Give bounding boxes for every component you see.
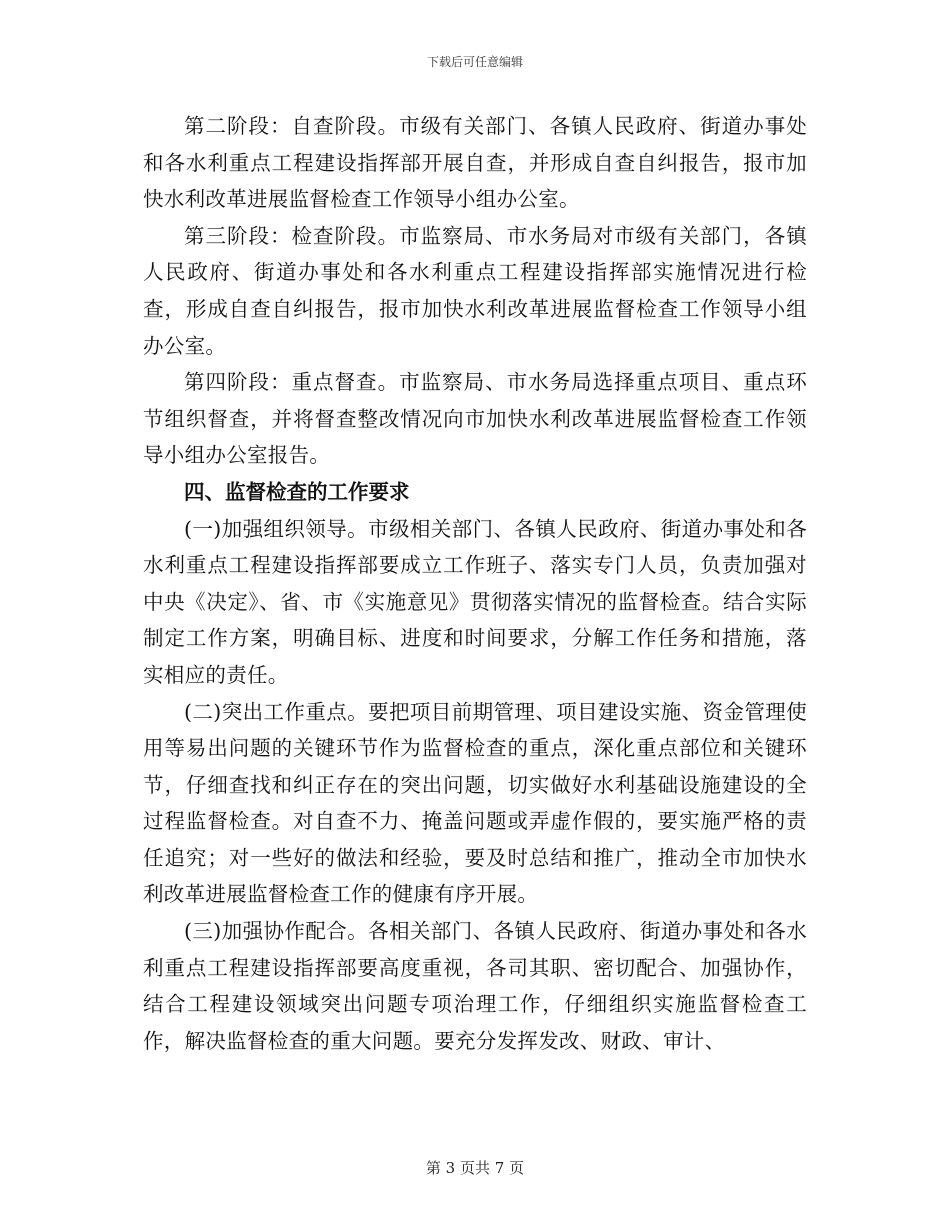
paragraph-stage-four: 第四阶段：重点督查。市监察局、市水务局选择重点项目、重点环节组织督查，并将督查整改情况向市加快水利改革进展监督检查工作领导小组办公室报告。	[143, 370, 807, 468]
paragraph-stage-two: 第二阶段：自查阶段。市级有关部门、各镇人民政府、街道办事处和各水利重点工程建设指挥部开展自查，并形成自查自纠报告，报市加快水利改革进展监督检查工作领导小组办公室。	[143, 114, 807, 212]
paragraph-requirement-1: (一)加强组织领导。市级相关部门、各镇人民政府、街道办事处和各水利重点工程建设指挥部要成立工作班子、落实专门人员，负责加强对中央《决定》、省、市《实施意见》贯彻落实情况的监督检查。结合实际制定工作方案，明确目标、进度和时间要求，分解工作任务和措施，落实相应的责任。	[143, 516, 807, 687]
page-number: 第 3 页共 7 页	[425, 1159, 525, 1177]
page-header-note: 下载后可任意编辑	[426, 55, 523, 69]
section-heading-requirements: 四、监督检查的工作要求	[184, 479, 410, 504]
paragraph-requirement-3: (三)加强协作配合。各相关部门、各镇人民政府、街道办事处和各水利重点工程建设指挥部要高度重视，各司其职、密切配合、加强协作，结合工程建设领域突出问题专项治理工作，仔细组织实施监督检查工作，解决监督检查的重大问题。要充分发挥发改、财政、审计、	[143, 919, 807, 1053]
paragraph-requirement-2: (二)突出工作重点。要把项目前期管理、项目建设实施、资金管理使用等易出问题的关键环节作为监督检查的重点，深化重点部位和关键环节，仔细查找和纠正存在的突出问题，切实做好水利基础设施建设的全过程监督检查。对自查不力、掩盖问题或弄虚作假的，要实施严格的责任追究；对一些好的做法和经验，要及时总结和推广，推动全市加快水利改革进展监督检查工作的健康有序开展。	[143, 699, 807, 907]
paragraph-stage-three: 第三阶段：检查阶段。市监察局、市水务局对市级有关部门，各镇人民政府、街道办事处和各水利重点工程建设指挥部实施情况进行检查，形成自查自纠报告，报市加快水利改革进展监督检查工作领导小组办公室。	[143, 223, 807, 358]
document-body	[143, 108, 807, 1059]
